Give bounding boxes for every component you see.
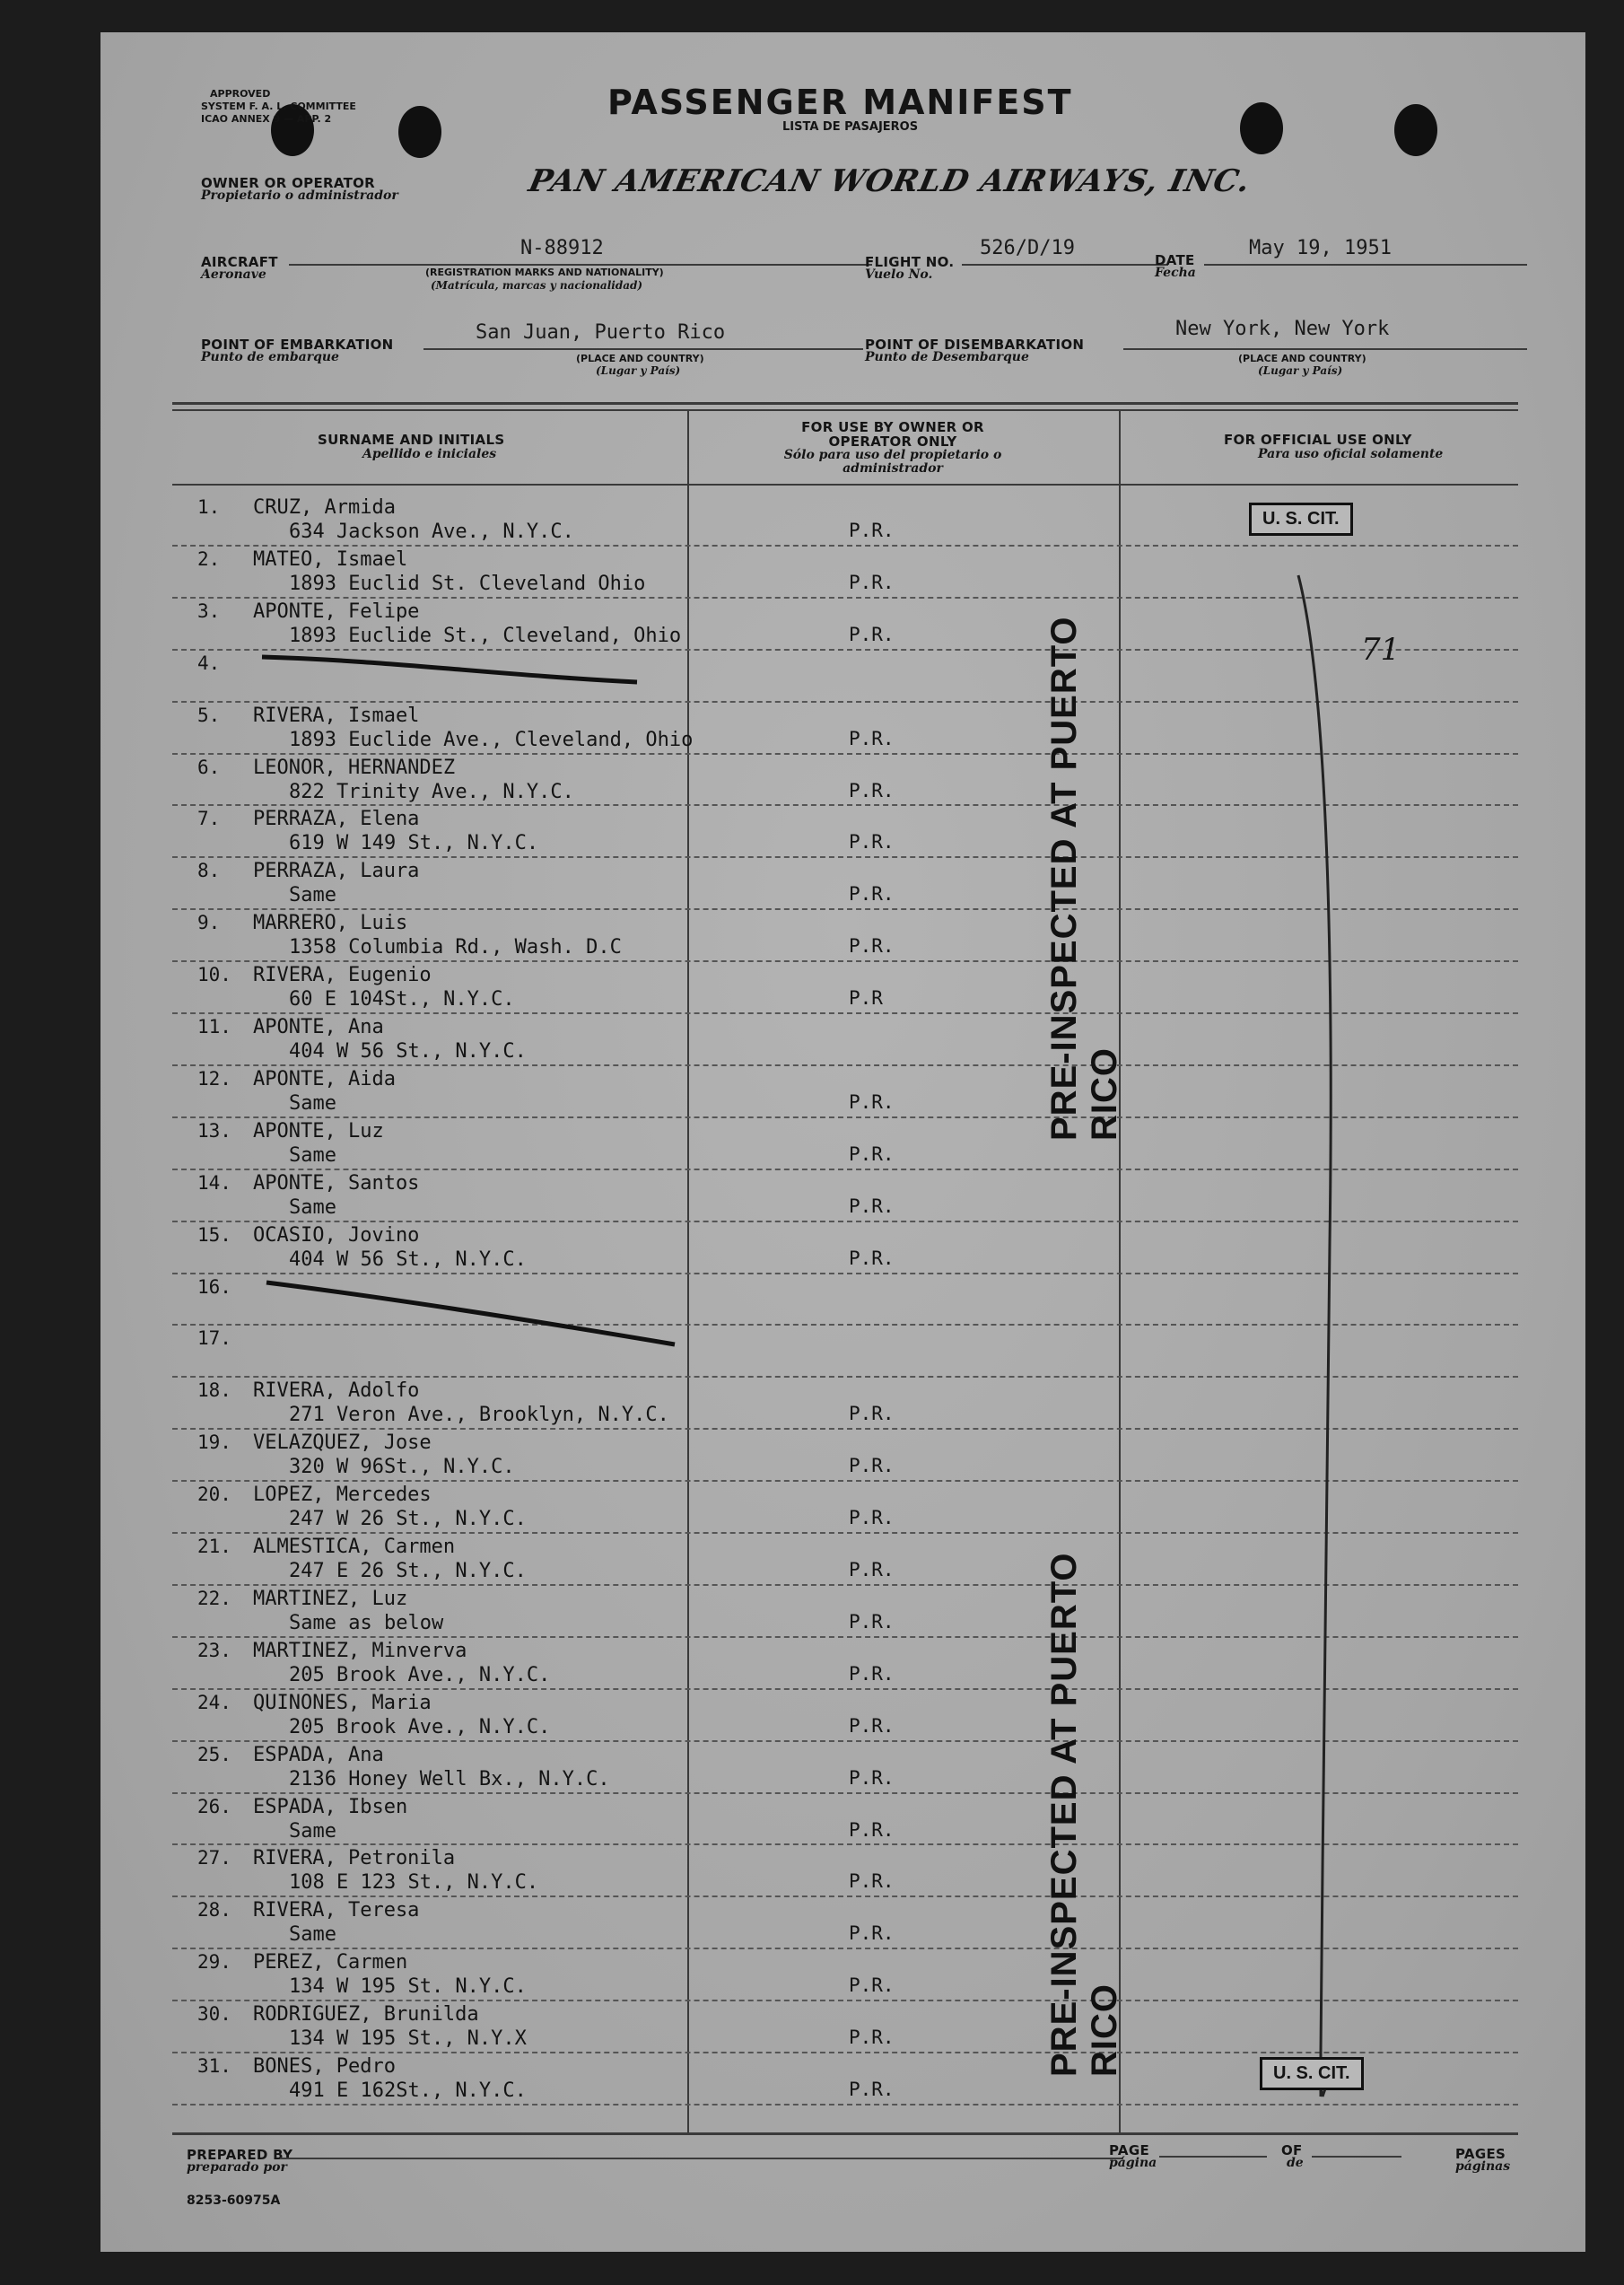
operator-mark: P.R. bbox=[849, 1090, 895, 1113]
passenger-name: ESPADA, Ana bbox=[253, 1743, 384, 1766]
passenger-number: 12. bbox=[197, 1067, 231, 1090]
passenger-name: BONES, Pedro bbox=[253, 2055, 396, 2078]
passenger-address: 205 Brook Ave., N.Y.C. bbox=[289, 1715, 551, 1738]
operator-mark: P.R. bbox=[849, 1195, 895, 1217]
passenger-name: MATEO, Ismael bbox=[253, 547, 408, 571]
column-header-surname: SURNAME AND INITIALS bbox=[318, 432, 505, 448]
passenger-number: 1. bbox=[197, 496, 221, 518]
of-label: OF bbox=[1281, 2142, 1303, 2158]
operator-mark: P.R. bbox=[849, 1974, 895, 1997]
disembark-place-note-es: (Lugar y País) bbox=[1258, 364, 1343, 377]
passenger-number: 21. bbox=[197, 1536, 231, 1557]
passenger-address: 2136 Honey Well Bx., N.Y.C. bbox=[289, 1767, 610, 1790]
column-header-operator: FOR USE BY OWNER OR OPERATOR ONLY bbox=[801, 419, 984, 450]
passenger-address: 134 W 195 St., N.Y.X bbox=[289, 2027, 527, 2051]
passenger-address: 822 Trinity Ave., N.Y.C. bbox=[289, 780, 574, 803]
operator-mark: P.R. bbox=[849, 831, 895, 854]
manifest-sheet bbox=[100, 32, 1585, 2252]
prepared-by-label-es: preparado por bbox=[187, 2160, 287, 2175]
passenger-number: 18. bbox=[197, 1379, 231, 1402]
passenger-number: 9. bbox=[197, 912, 221, 934]
passenger-name: RIVERA, Ismael bbox=[253, 704, 420, 727]
form-code: 8253-60975A bbox=[187, 2193, 281, 2208]
passenger-address: Same bbox=[289, 884, 336, 907]
passenger-name: RIVERA, Teresa bbox=[253, 1899, 420, 1922]
passenger-number: 13. bbox=[197, 1119, 231, 1142]
date-label: DATE bbox=[1155, 252, 1195, 268]
passenger-number: 29. bbox=[197, 1951, 231, 1974]
embark-place-note: (PLACE AND COUNTRY) bbox=[576, 353, 704, 364]
passenger-address: 619 W 149 St., N.Y.C. bbox=[289, 832, 539, 855]
disembark-label-es: Punto de Desembarque bbox=[865, 350, 1029, 364]
passenger-number: 7. bbox=[197, 808, 221, 830]
passenger-number: 27. bbox=[197, 1847, 231, 1869]
operator-mark: P.R. bbox=[849, 2079, 895, 2100]
passenger-number: 16. bbox=[197, 1275, 231, 1298]
operator-mark: P.R. bbox=[849, 1455, 895, 1477]
disembark-label: POINT OF DISEMBARKATION bbox=[865, 337, 1085, 353]
operator-mark: P.R bbox=[849, 987, 883, 1010]
handwritten-number: 71 bbox=[1361, 632, 1401, 668]
approved-line-2: SYSTEM F. A. L. COMMITTEE bbox=[201, 101, 356, 112]
passenger-name: ESPADA, Ibsen bbox=[253, 1795, 408, 1818]
passenger-name: OCASIO, Jovino bbox=[253, 1223, 420, 1247]
passenger-name: QUINONES, Maria bbox=[253, 1691, 432, 1714]
operator-mark: P.R. bbox=[849, 1714, 895, 1737]
disembark-place-note: (PLACE AND COUNTRY) bbox=[1238, 353, 1366, 364]
operator-mark: P.R. bbox=[849, 883, 895, 906]
passenger-address: Same bbox=[289, 1923, 336, 1947]
passenger-address: 320 W 96St., N.Y.C. bbox=[289, 1456, 515, 1479]
passenger-number: 28. bbox=[197, 1899, 231, 1922]
passenger-name: RODRIGUEZ, Brunilda bbox=[253, 2003, 479, 2027]
passenger-address: 1893 Euclide Ave., Cleveland, Ohio bbox=[289, 728, 694, 751]
operator-mark: P.R. bbox=[849, 2027, 895, 2049]
date-label-es: Fecha bbox=[1155, 266, 1196, 280]
passenger-name: CRUZ, Armida bbox=[253, 496, 396, 519]
owner-label-es: Propietario o administrador bbox=[201, 188, 398, 203]
passenger-address: 247 W 26 St., N.Y.C. bbox=[289, 1508, 527, 1531]
passenger-address: 404 W 56 St., N.Y.C. bbox=[289, 1248, 527, 1271]
approved-line-3: ICAO ANNEX 9 — APP. 2 bbox=[201, 113, 332, 125]
passenger-number: 23. bbox=[197, 1639, 231, 1661]
passenger-number: 31. bbox=[197, 2055, 231, 2077]
embark-label: POINT OF EMBARKATION bbox=[201, 337, 394, 353]
passenger-name: PEREZ, Carmen bbox=[253, 1951, 408, 1974]
passenger-number: 26. bbox=[197, 1795, 231, 1817]
passenger-number: 20. bbox=[197, 1484, 231, 1506]
passenger-number: 30. bbox=[197, 2003, 231, 2026]
operator-mark: P.R. bbox=[849, 571, 895, 593]
passenger-address: Same bbox=[289, 1143, 336, 1167]
passenger-name: RIVERA, Petronila bbox=[253, 1847, 456, 1870]
flight-label: FLIGHT NO. bbox=[865, 254, 955, 270]
passenger-name: MARTINEZ, Luz bbox=[253, 1587, 408, 1610]
embark-place-note-es: (Lugar y País) bbox=[596, 364, 681, 377]
passenger-name: LOPEZ, Mercedes bbox=[253, 1484, 432, 1507]
passenger-number: 2. bbox=[197, 547, 221, 570]
embark-value: San Juan, Puerto Rico bbox=[476, 321, 726, 344]
page-subtitle: LISTA DE PASAJEROS bbox=[782, 120, 919, 134]
column-header-surname-es: Apellido e iniciales bbox=[362, 447, 497, 461]
column-header-official-es: Para uso oficial solamente bbox=[1258, 447, 1444, 461]
date-value: May 19, 1951 bbox=[1249, 237, 1392, 259]
passenger-address: 134 W 195 St. N.Y.C. bbox=[289, 1975, 527, 1999]
aircraft-label-es: Aeronave bbox=[201, 267, 266, 282]
operator-mark: P.R. bbox=[849, 1403, 895, 1425]
passenger-name: RIVERA, Adolfo bbox=[253, 1379, 420, 1403]
passenger-number: 25. bbox=[197, 1743, 231, 1765]
operator-mark: P.R. bbox=[849, 1662, 895, 1685]
passenger-address: 491 E 162St., N.Y.C. bbox=[289, 2079, 527, 2102]
passenger-address: 205 Brook Ave., N.Y.C. bbox=[289, 1663, 551, 1686]
passenger-address: Same bbox=[289, 1195, 336, 1219]
flight-label-es: Vuelo No. bbox=[865, 267, 933, 282]
passenger-name: APONTE, Aida bbox=[253, 1067, 396, 1090]
passenger-number: 22. bbox=[197, 1587, 231, 1609]
passenger-name: VELAZQUEZ, Jose bbox=[253, 1431, 432, 1455]
us-cit-stamp: U. S. CIT. bbox=[1249, 503, 1353, 536]
passenger-number: 10. bbox=[197, 964, 231, 986]
passenger-number: 24. bbox=[197, 1691, 231, 1713]
passenger-name: PERRAZA, Laura bbox=[253, 860, 420, 883]
passenger-number: 11. bbox=[197, 1016, 231, 1037]
embark-label-es: Punto de embarque bbox=[201, 350, 339, 364]
operator-mark: P.R. bbox=[849, 1559, 895, 1580]
operator-mark: P.R. bbox=[849, 1922, 895, 1945]
passenger-name: LEONOR, HERNANDEZ bbox=[253, 756, 456, 779]
passenger-name: RIVERA, Eugenio bbox=[253, 964, 432, 987]
page-title: PASSENGER MANIFEST bbox=[607, 83, 1073, 122]
owner-label: OWNER OR OPERATOR bbox=[201, 175, 376, 191]
column-header-official: FOR OFFICIAL USE ONLY bbox=[1224, 432, 1412, 448]
passenger-name: APONTE, Luz bbox=[253, 1119, 384, 1142]
page-label-es: página bbox=[1109, 2156, 1157, 2170]
aircraft-value: N-88912 bbox=[520, 237, 604, 259]
passenger-number: 17. bbox=[197, 1327, 231, 1350]
passenger-address: 271 Veron Ave., Brooklyn, N.Y.C. bbox=[289, 1404, 669, 1427]
passenger-address: Same bbox=[289, 1819, 336, 1843]
operator-mark: P.R. bbox=[849, 1247, 895, 1269]
pages-label-es: páginas bbox=[1455, 2159, 1511, 2174]
operator-mark: P.R. bbox=[849, 727, 895, 749]
operator-mark: P.R. bbox=[849, 1507, 895, 1529]
passenger-number: 15. bbox=[197, 1223, 231, 1246]
passenger-name: PERRAZA, Elena bbox=[253, 808, 420, 831]
registration-note-es: (Matrícula, marcas y nacionalidad) bbox=[431, 279, 643, 292]
passenger-address: 247 E 26 St., N.Y.C. bbox=[289, 1560, 527, 1582]
preinspected-stamp: PRE-INSPECTED AT PUERTO RICO bbox=[1044, 616, 1124, 1141]
passenger-address: 60 E 104St., N.Y.C. bbox=[289, 988, 515, 1011]
passenger-number: 14. bbox=[197, 1171, 231, 1194]
operator-mark: P.R. bbox=[849, 779, 895, 801]
operator-mark: P.R. bbox=[849, 1818, 895, 1841]
passenger-address: 634 Jackson Ave., N.Y.C. bbox=[289, 521, 574, 543]
operator-mark: P.R. bbox=[849, 623, 895, 645]
passenger-number: 3. bbox=[197, 600, 221, 622]
prepared-by-label: PREPARED BY bbox=[187, 2147, 293, 2163]
strike-marks bbox=[100, 32, 1585, 2252]
operator-mark: P.R. bbox=[849, 1610, 895, 1633]
passenger-name: ALMESTICA, Carmen bbox=[253, 1536, 456, 1558]
operator-mark: P.R. bbox=[849, 935, 895, 958]
passenger-address: 1893 Euclide St., Cleveland, Ohio bbox=[289, 624, 682, 647]
page-label: PAGE bbox=[1109, 2142, 1149, 2158]
registration-note: (REGISTRATION MARKS AND NATIONALITY) bbox=[425, 267, 664, 278]
flight-value: 526/D/19 bbox=[980, 237, 1075, 259]
passenger-name: MARTINEZ, Minverva bbox=[253, 1639, 467, 1662]
disembark-value: New York, New York bbox=[1175, 318, 1390, 340]
passenger-name: MARRERO, Luis bbox=[253, 912, 408, 935]
passenger-number: 5. bbox=[197, 704, 221, 726]
passenger-name: APONTE, Santos bbox=[253, 1171, 420, 1195]
operator-mark: P.R. bbox=[849, 1766, 895, 1789]
passenger-name: APONTE, Ana bbox=[253, 1016, 384, 1038]
passenger-number: 4. bbox=[197, 652, 221, 674]
operator-mark: P.R. bbox=[849, 1142, 895, 1165]
preinspected-stamp: PRE-INSPECTED AT PUERTO RICO bbox=[1044, 1552, 1124, 2077]
passenger-address: 108 E 123 St., N.Y.C. bbox=[289, 1871, 539, 1895]
column-header-operator-es: Sólo para uso del propietario o administrador bbox=[783, 448, 1002, 476]
passenger-number: 8. bbox=[197, 860, 221, 882]
passenger-name: APONTE, Felipe bbox=[253, 600, 420, 623]
operator-mark: P.R. bbox=[849, 520, 895, 541]
pages-label: PAGES bbox=[1455, 2146, 1506, 2162]
passenger-address: Same bbox=[289, 1091, 336, 1115]
passenger-address: 404 W 56 St., N.Y.C. bbox=[289, 1040, 527, 1063]
company-name: PAN AMERICAN WORLD AIRWAYS, INC. bbox=[525, 163, 1254, 199]
passenger-number: 6. bbox=[197, 756, 221, 778]
us-cit-stamp: U. S. CIT. bbox=[1260, 2057, 1364, 2090]
passenger-address: 1358 Columbia Rd., Wash. D.C bbox=[289, 936, 622, 959]
of-label-es: de bbox=[1287, 2156, 1304, 2170]
aircraft-label: AIRCRAFT bbox=[201, 254, 278, 270]
operator-mark: P.R. bbox=[849, 1870, 895, 1893]
passenger-address: 1893 Euclid St. Cleveland Ohio bbox=[289, 572, 646, 595]
passenger-number: 19. bbox=[197, 1431, 231, 1454]
passenger-address: Same as below bbox=[289, 1611, 444, 1634]
approved-line-1: APPROVED bbox=[210, 88, 271, 100]
